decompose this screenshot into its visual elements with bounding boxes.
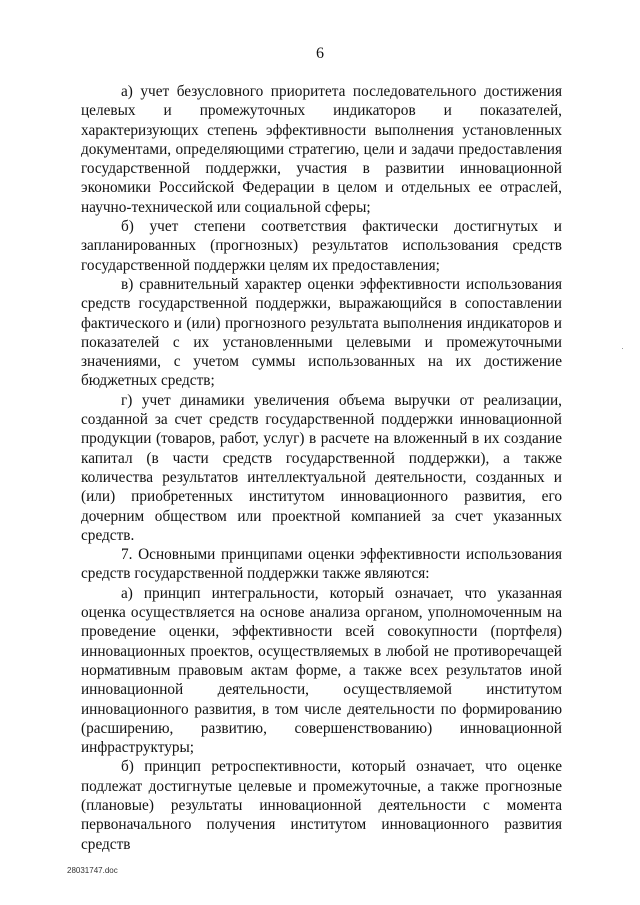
paragraph-b-correspondence: б) учет степени соответствия фактически достигнутых и запланированных (прогнозных) результатов использования средств государственной поддержки целям их предоставления; — [81, 218, 562, 274]
paragraph-a-priority: а) учет безусловного приоритета последовательного достижения целевых и промежуточных индикаторов и показателей, характеризующих степень эффективности выполнения установленных документами, определяющими стратегию, цели и задачи предоставления государственной поддержки, участия в развитии инновационной экономики Российской Федерации в целом и отдельных ее отраслей, научно-технической или социальной сферы; — [81, 83, 562, 216]
page-number: 6 — [316, 45, 324, 62]
paragraph-a-integrality: а) принцип интегральности, который означает, что указанная оценка осуществляется на основе анализа органом, уполномоченным на проведение оценки, эффективности всей совокупности (портфеля) инновационных проектов, осуществляемых в любой не противоречащей нормативным правовым актам форме, а также всех результатов иной инновационной деятельности, осуществляемой институтом инновационного развития, в том числе деятельности по формированию (расширению, развитию, совершенствованию) инновационной инфраструктуры; — [81, 584, 562, 757]
document-filename: 28031747.doc — [67, 866, 118, 875]
paragraph-g-revenue-dynamics: г) учет динамики увеличения объема выручки от реализации, созданной за счет средств государственной поддержки инновационной продукции (товаров, работ, услуг) в расчете на вложенный в их создание капитал (в части средств государственной поддержки), а также количества результатов интеллектуальной деятельности, созданных и (или) приобретенных институтом инновационного развития, его дочерним обществом или проектной компанией за счет указанных средств. — [81, 391, 562, 544]
margin-mark — [622, 348, 623, 349]
paragraph-b-retrospectivity: б) принцип ретроспективности, который означает, что оценке подлежат достигнутые целевые и промежуточные, а также прогнозные (плановые) результаты инновационной деятельности с момента первоначального получения институтом инновационного развития средств — [81, 758, 562, 853]
document-body — [81, 82, 562, 854]
paragraph-7-principles: 7. Основными принципами оценки эффективности использования средств государственной поддержки также являются: — [81, 546, 562, 583]
paragraph-v-comparative: в) сравнительный характер оценки эффективности использования средств государственной поддержки, выражающийся в сопоставлении фактического и (или) прогнозного результата выполнения индикаторов и показателей с их установленными целевыми и промежуточными значениями, с учетом суммы использованных на их достижение бюджетных средств; — [81, 275, 562, 390]
